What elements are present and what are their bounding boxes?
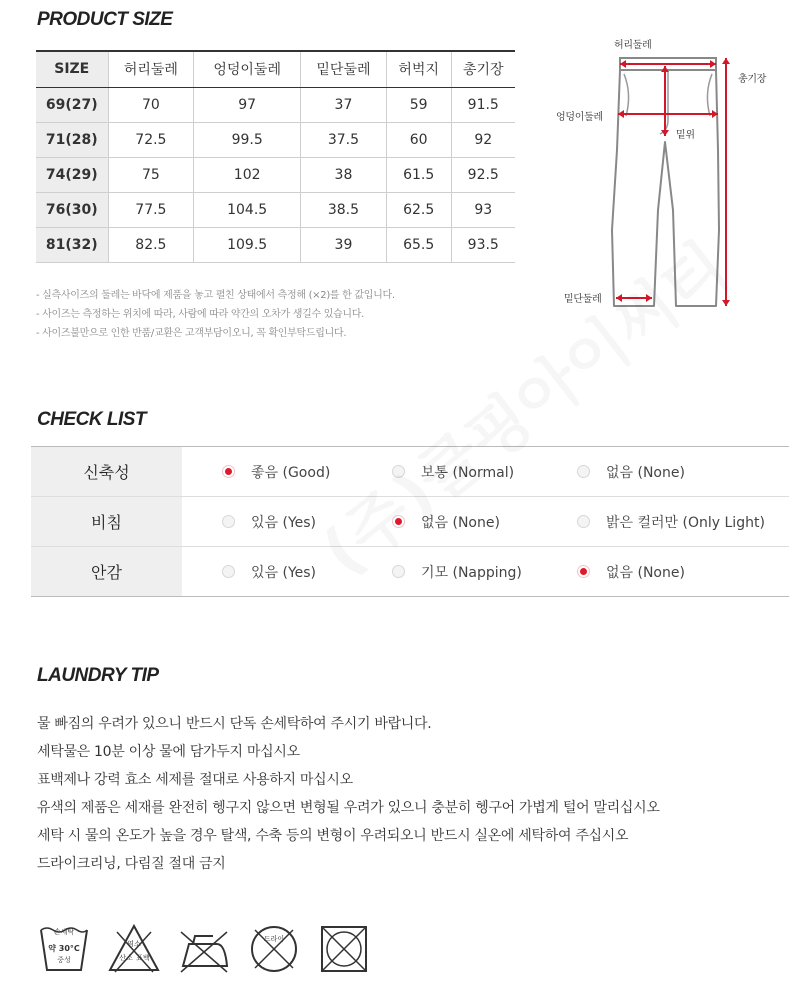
check-option — [577, 497, 765, 546]
table-cell: 39 — [301, 227, 387, 262]
check-option — [222, 447, 330, 496]
size-header-hip: 엉덩이둘레 — [194, 51, 301, 87]
table-cell: 38 — [301, 157, 387, 192]
table-cell: 70 — [108, 87, 194, 122]
size-header-size: SIZE — [36, 51, 108, 87]
check-option — [577, 547, 685, 596]
table-cell: 65.5 — [386, 227, 451, 262]
table-row — [36, 192, 515, 227]
radio-unselected-icon — [222, 565, 235, 578]
radio-selected-icon — [222, 465, 235, 478]
table-cell: 99.5 — [194, 122, 301, 157]
icon-caption: 산소 — [119, 954, 133, 962]
size-note: - 사이즈불만으로 인한 반품/교환은 고객부담이오니, 꼭 확인부탁드립니다. — [36, 328, 347, 339]
diagram-label-waist: 허리둘레 — [614, 40, 652, 51]
size-cell: 69(27) — [36, 87, 108, 122]
option-label: 없음 (None) — [421, 514, 500, 531]
check-row-label: 신축성 — [31, 447, 182, 496]
check-options — [182, 547, 789, 596]
icon-caption: 손세탁 — [53, 928, 75, 936]
table-row — [36, 157, 515, 192]
table-row — [36, 87, 515, 122]
option-label: 있음 (Yes) — [251, 564, 317, 581]
table-cell: 97 — [194, 87, 301, 122]
check-options — [182, 497, 789, 546]
table-cell: 38.5 — [301, 192, 387, 227]
no-bleach-icon — [107, 922, 161, 976]
check-option — [577, 447, 685, 496]
table-cell: 77.5 — [108, 192, 194, 227]
product-size-title: PRODUCT SIZE — [37, 9, 173, 30]
radio-selected-icon — [392, 515, 405, 528]
option-label: 없음 (None) — [606, 564, 685, 581]
check-list-title: CHECK LIST — [37, 409, 146, 430]
diagram-label-length: 총기장 — [738, 74, 767, 85]
laundry-tip: 세탁 시 물의 온도가 높을 경우 탈색, 수축 등의 변형이 우려되오니 반드시 실온에 세탁하여 주십시오 — [37, 828, 629, 844]
icon-caption: 중성 — [57, 956, 71, 964]
check-row-label: 비침 — [31, 497, 182, 546]
no-tumble-dry-icon — [317, 922, 371, 976]
laundry-tip-title: LAUNDRY TIP — [37, 665, 159, 686]
table-cell: 109.5 — [194, 227, 301, 262]
size-table-header-row — [36, 51, 515, 87]
table-cell: 75 — [108, 157, 194, 192]
diagram-label-hip: 엉덩이둘레 — [556, 112, 603, 123]
option-label: 좋음 (Good) — [251, 464, 331, 481]
radio-unselected-icon — [577, 515, 590, 528]
laundry-tip: 세탁물은 10분 이상 물에 담가두지 마십시오 — [37, 744, 300, 760]
option-label: 밝은 컬러만 (Only Light) — [606, 514, 765, 531]
table-row — [36, 122, 515, 157]
pants-diagram — [540, 30, 800, 320]
radio-unselected-icon — [392, 565, 405, 578]
size-header-waist: 허리둘레 — [108, 51, 194, 87]
icon-caption: 드라이 — [263, 935, 285, 943]
table-cell: 92 — [451, 122, 515, 157]
option-label: 기모 (Napping) — [421, 564, 522, 581]
size-cell: 74(29) — [36, 157, 108, 192]
size-note: - 사이즈는 측정하는 위치에 따라, 사람에 따라 약간의 오차가 생길수 있습니다. — [36, 309, 365, 320]
check-option — [392, 547, 522, 596]
care-icons — [37, 922, 371, 976]
check-list-table — [31, 446, 789, 597]
option-label: 없음 (None) — [606, 464, 685, 481]
check-row-sheerness — [31, 497, 789, 547]
check-options — [182, 447, 789, 496]
icon-caption: 약 30°C — [48, 944, 80, 953]
table-cell: 104.5 — [194, 192, 301, 227]
table-cell: 72.5 — [108, 122, 194, 157]
table-cell: 37.5 — [301, 122, 387, 157]
size-cell: 81(32) — [36, 227, 108, 262]
no-dry-clean-icon — [247, 922, 301, 976]
table-cell: 91.5 — [451, 87, 515, 122]
check-option — [392, 497, 500, 546]
table-cell: 60 — [386, 122, 451, 157]
no-iron-icon — [177, 922, 231, 976]
size-header-length: 총기장 — [451, 51, 515, 87]
size-header-thigh: 허벅지 — [386, 51, 451, 87]
table-cell: 102 — [194, 157, 301, 192]
radio-unselected-icon — [392, 465, 405, 478]
check-option — [222, 497, 316, 546]
radio-selected-icon — [577, 565, 590, 578]
radio-unselected-icon — [577, 465, 590, 478]
icon-caption: 염소 — [127, 940, 141, 948]
laundry-tip: 표백제나 강력 효소 세제를 절대로 사용하지 마십시오 — [37, 772, 353, 788]
table-cell: 62.5 — [386, 192, 451, 227]
size-header-hem: 밑단둘레 — [301, 51, 387, 87]
table-cell: 82.5 — [108, 227, 194, 262]
laundry-tip: 물 빠짐의 우려가 있으니 반드시 단독 손세탁하여 주시기 바랍니다. — [37, 716, 432, 732]
table-cell: 61.5 — [386, 157, 451, 192]
check-option — [222, 547, 316, 596]
check-option — [392, 447, 514, 496]
size-table — [36, 50, 515, 263]
table-row — [36, 227, 515, 262]
check-row-label: 안감 — [31, 547, 182, 596]
radio-unselected-icon — [222, 515, 235, 528]
table-cell: 37 — [301, 87, 387, 122]
table-cell: 92.5 — [451, 157, 515, 192]
hand-wash-icon — [37, 922, 91, 976]
diagram-label-rise: 밑위 — [676, 130, 695, 141]
table-cell: 93.5 — [451, 227, 515, 262]
size-notes — [36, 286, 395, 343]
size-cell: 71(28) — [36, 122, 108, 157]
laundry-tip: 드라이크리닝, 다림질 절대 금지 — [37, 856, 226, 872]
table-cell: 59 — [386, 87, 451, 122]
option-label: 보통 (Normal) — [421, 464, 515, 481]
laundry-tip-list — [37, 710, 660, 878]
table-cell: 93 — [451, 192, 515, 227]
diagram-label-hem: 밑단둘레 — [564, 294, 602, 305]
option-label: 있음 (Yes) — [251, 514, 317, 531]
check-row-elasticity — [31, 447, 789, 497]
size-note: - 실측사이즈의 둘레는 바닥에 제품을 놓고 펼친 상태에서 측정해 (×2)를 한 값입니다. — [36, 290, 395, 301]
check-row-lining — [31, 547, 789, 597]
icon-caption: 표백 — [136, 954, 150, 962]
size-cell: 76(30) — [36, 192, 108, 227]
laundry-tip: 유색의 제품은 세재를 완전히 헹구지 않으면 변형될 우려가 있으니 충분히 헹구어 가볍게 털어 말리십시오 — [37, 800, 660, 816]
